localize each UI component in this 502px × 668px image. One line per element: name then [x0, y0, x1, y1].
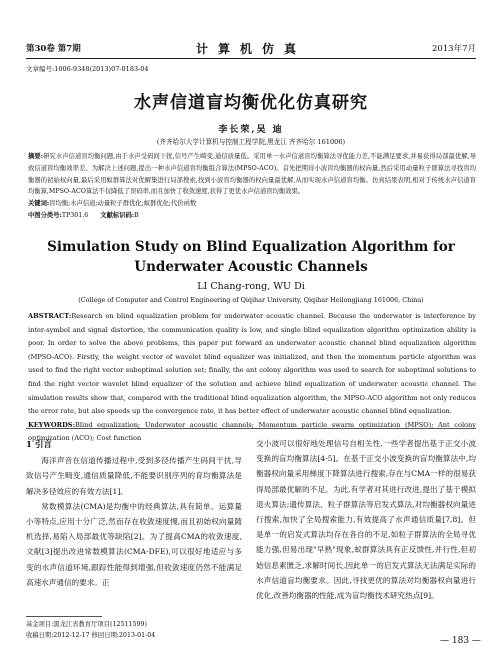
- volume-issue: 第30卷 第7期: [26, 44, 81, 54]
- chinese-abstract-block: [28, 151, 476, 222]
- english-affiliation: (College of Computer and Control Engineering of Qiqihar University, Qiqihar Heilongjiang 161006, China): [78, 296, 424, 304]
- page-number: — 183 —: [440, 636, 481, 646]
- paragraph: 交小波可以很好地处理信号自相关性,一些学者提出基于正交小波变换的盲均衡算法[4-5]。在基于正交小波变换的盲均衡算法中,均衡器权向量采用梯度下降算法进行搜索,存在与CMA一样的很易获得局部最优解的不足。为此,有学者对其进行改进,提出了基于模拟退火算法;遗传算法、粒子群算法等启发式算法,对均衡器权向量进行搜索,加快了全局搜索能力,有效提高了水声通信质量[7,8]。但是单一的启发式算法均存在各自的不足,如粒子群算法的全局寻优能力强,但易出现"早熟"现象,蚁群算法具有正反馈性,并行性,但初始信息素匮乏,求解时间长,因此单一的启发式算法无法满足实际的水声信道盲均衡要求。因此,寻找更优的算法对均衡器权向量进行优化,改善均衡器的性能,成为盲均衡技术研究热点[9]。: [256, 439, 476, 601]
- english-abstract-block: [28, 310, 476, 446]
- article-id: 文章编号:1006-9348(2013)07-0183-04: [26, 65, 149, 73]
- class-label: 中图分类号:: [28, 211, 62, 219]
- classification-line: [28, 210, 476, 222]
- chinese-abstract: [28, 151, 476, 198]
- running-header: [26, 40, 476, 56]
- english-authors: LI Chang-rong, WU Di: [197, 281, 305, 292]
- chinese-keywords: [28, 198, 476, 210]
- chinese-authors: 李长荣,吴 迪: [218, 125, 284, 135]
- left-column: [26, 438, 242, 590]
- english-keywords-label: KEYWORDS:: [28, 420, 76, 429]
- journal-name: 计算机仿真: [195, 42, 306, 56]
- class-number: TP301.6: [61, 211, 89, 219]
- right-column: [256, 436, 476, 603]
- abstract-text: 研究水声信道盲均衡问题,由于水声受码间干扰,信号产生畸变,通信质量低。采用单一水声信道盲均衡算法寻优能力差,不能满足要求,并易获得局部最优解,导致信道盲均衡效率差。为解决上述问题,提出一种水声信道盲均衡组合算法(MPSO-ACO)。首先把期待小波盲均衡器的权向量,然后采用动量粒子群算法寻找盲均衡器的初始权向量,最后采用蚁群算法对优解集进行局部搜索,找到小波盲均衡器的权向量最优解,从而实现水声信道盲均衡。仿真结果表明,相对于传统水声信道盲均衡算,MPSO-ACO算法不仅降低了误码率,而且加快了收敛速度,获得了更优水声信道盲均衡效果。: [28, 153, 477, 196]
- section-rule: [26, 428, 476, 429]
- paragraph: 常数模算法(CMA)是均衡中的经典算法,具有简单、运算量小等特点,应用十分广泛,然而存在收敛速度慢,而且初始权向量随机选择,易陷入局部最优等缺陷[2]。为了提高CMA的收敛速度,文献[3]提出改进常数模算法(CMA-DFE),可以很好地适应与多变的水声信道环境,跟踪性能得到增强,但收敛速度仍然不能满足高速水声通信的要求。正: [26, 501, 242, 587]
- paragraph: 海洋声音在信道传播过程中,受到多径传播产生码间干扰,导致信号产生畸变,通信质量降低,不能要识别序列的育均衡算法是解决多径效应的有效方法[1]。: [26, 456, 242, 496]
- english-abstract: [28, 310, 476, 419]
- received-dates: 收稿日期:2012-12-17 修回日期:2013-01-04: [26, 631, 156, 639]
- fund-note: 基金项目:黑龙江省教育厅项目(12511599): [26, 621, 147, 628]
- section-heading: 1 引言: [26, 440, 52, 450]
- issue-date: 2013年7月: [431, 44, 476, 54]
- code-value: B: [134, 211, 139, 219]
- english-keywords-text: Blind equalization; Underwater acoustic channels; Momentum particle swarm optimization (MPSO); Ant colony optimization (ACO); Cost function: [28, 420, 476, 443]
- keywords-label: 关键词:: [28, 200, 50, 208]
- english-abstract-text: Research on blind equalization problem for underwater acoustic channel. Because the underwater is interference by inter-symbol and signal distortion, the communication quality is low, and single blind equalization algorithm optimization ability is poor. In order to solve the above problems, this paper put forward an underwater acoustic channel blind equalization algorithm (MPSO-ACO). Firstly, the weight vector of wavelet blind equalizer was initialized, and then the momentum particle algorithm was used to find the right vector suboptimal solution set; finally, the ant colony algorithm was used to search for suboptimal solutions to find the right vector wavelet blind equalizer of the solution and achieve blind equalization of underwater acoustic channel. The simulation results show that, compared with the traditional blind equalization algorithm, the MPSO-ACO algorithm not only reduces the error rate, but also speeds up the convergence rate, it has better effect of underwater acoustic channel blind equalization.: [28, 312, 476, 416]
- chinese-affiliation: (齐齐哈尔大学计算机与控制工程学院,黑龙江 齐齐哈尔 161006): [156, 138, 346, 146]
- english-title-line1: Simulation Study on Blind Equalization Algorithm for: [47, 239, 455, 255]
- chinese-title: 水声信道盲均衡优化仿真研究: [134, 93, 368, 113]
- header-rule: [26, 58, 476, 59]
- keywords-text: 盲均衡;水声信道;动量粒子群优化;蚁群优化;代价函数: [49, 200, 197, 208]
- english-title: [0, 237, 502, 277]
- abstract-label: 摘要:: [28, 153, 44, 160]
- footnote-rule: [26, 616, 102, 617]
- english-abstract-label: ABSTRACT:: [28, 312, 72, 320]
- code-label: 文献标识码:: [100, 211, 135, 219]
- footnote: [26, 620, 242, 641]
- english-title-line2: Underwater Acoustic Channels: [134, 259, 368, 275]
